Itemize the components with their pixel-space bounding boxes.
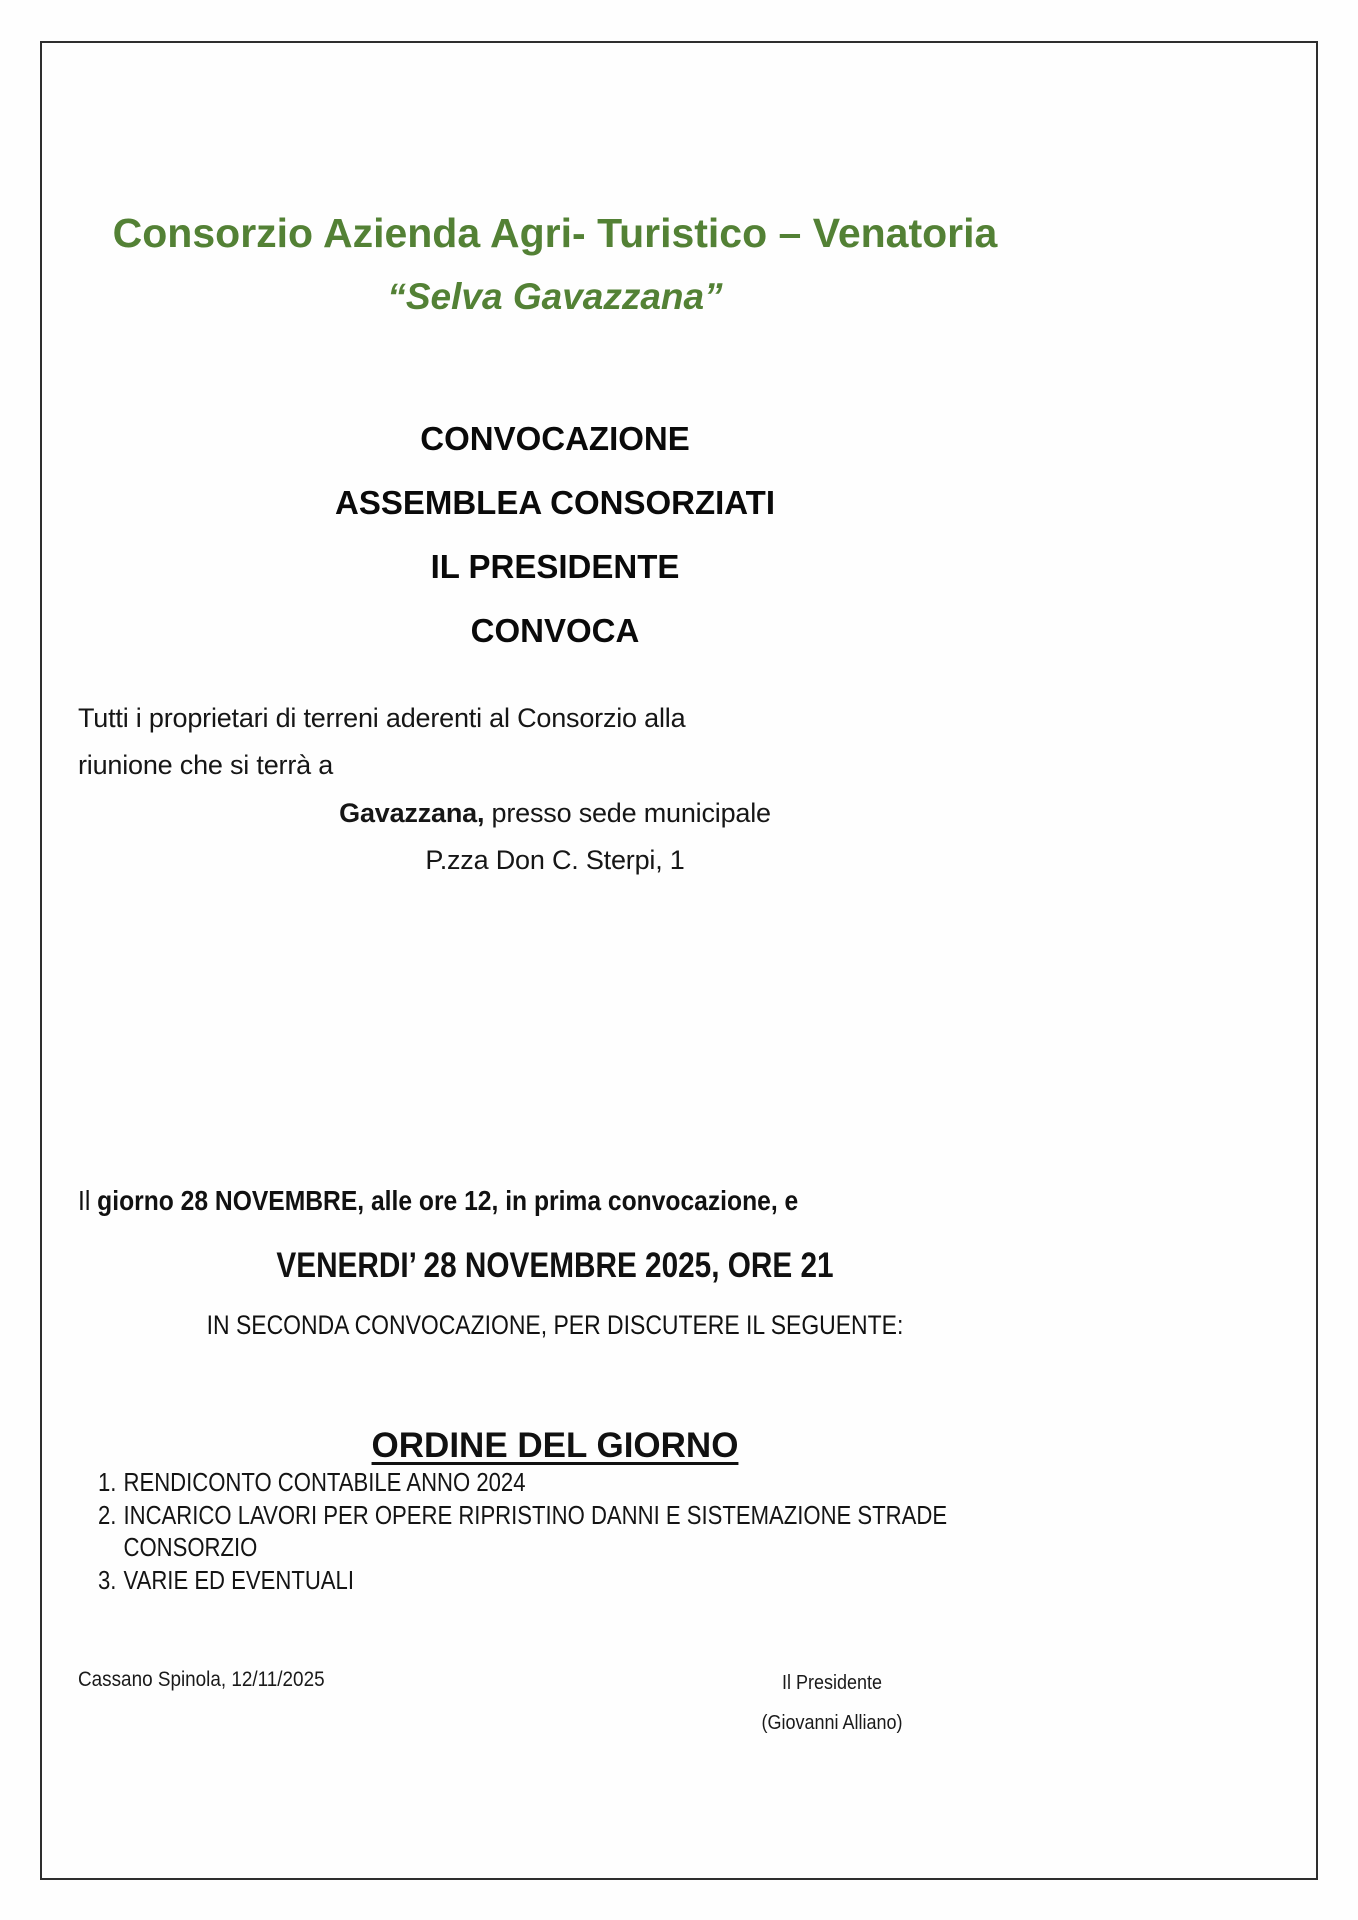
second-convocation-line: VENERDI’ 28 NOVEMBRE 2025, ORE 21 <box>276 1246 834 1285</box>
venue-name: Gavazzana, <box>339 798 485 828</box>
place-and-date: Cassano Spinola, 12/11/2025 <box>78 1668 325 1691</box>
agenda-list <box>98 1466 1033 1596</box>
first-convocation-details: giorno 28 NOVEMBRE, alle ore 12, in prima convocazione, e <box>97 1185 799 1216</box>
heading-convocazione: CONVOCAZIONE <box>420 420 690 457</box>
second-convocation-note: IN SECONDA CONVOCAZIONE, PER DISCUTERE IL SEGUENTE: <box>206 1310 904 1340</box>
body-line-1: Tutti i proprietari di terreni aderenti al Consorzio alla <box>78 703 686 733</box>
agenda-item-text: VARIE ED EVENTUALI <box>123 1564 354 1595</box>
venue-line <box>78 798 1032 829</box>
heading-convoca: CONVOCA <box>470 612 640 649</box>
first-convocation-line <box>78 1185 918 1217</box>
signature-name: (Giovanni Alliano) <box>761 1712 903 1734</box>
agenda-item-text: INCARICO LAVORI PER OPERE RIPRISTINO DANNI E SISTEMAZIONE STRADE CONSORZIO <box>123 1499 948 1562</box>
venue-address: P.zza Don C. Sterpi, 1 <box>425 845 685 875</box>
agenda-item-2 <box>98 1499 1033 1564</box>
agenda-item-1 <box>98 1466 1033 1499</box>
signature-block <box>682 1672 982 1735</box>
document-subtitle: “Selva Gavazzana” <box>387 276 723 317</box>
agenda-item-number: 2. <box>98 1499 117 1530</box>
agenda-item-3 <box>98 1564 1033 1597</box>
signature-role: Il Presidente <box>781 1672 883 1694</box>
agenda-title: ORDINE DEL GIORNO <box>371 1426 739 1465</box>
body-line-2: riunione che si terrà a <box>78 750 334 780</box>
heading-il-presidente: IL PRESIDENTE <box>430 548 680 585</box>
heading-assemblea-consorziati: ASSEMBLEA CONSORZIATI <box>334 484 775 521</box>
agenda-item-number: 3. <box>98 1564 117 1595</box>
agenda-item-text: RENDICONTO CONTABILE ANNO 2024 <box>123 1467 526 1497</box>
first-convocation-prefix: Il <box>78 1185 98 1216</box>
document-title: Consorzio Azienda Agri- Turistico – Venatoria <box>112 210 998 256</box>
venue-description: presso sede municipale <box>484 798 771 828</box>
agenda-item-number: 1. <box>98 1467 117 1497</box>
